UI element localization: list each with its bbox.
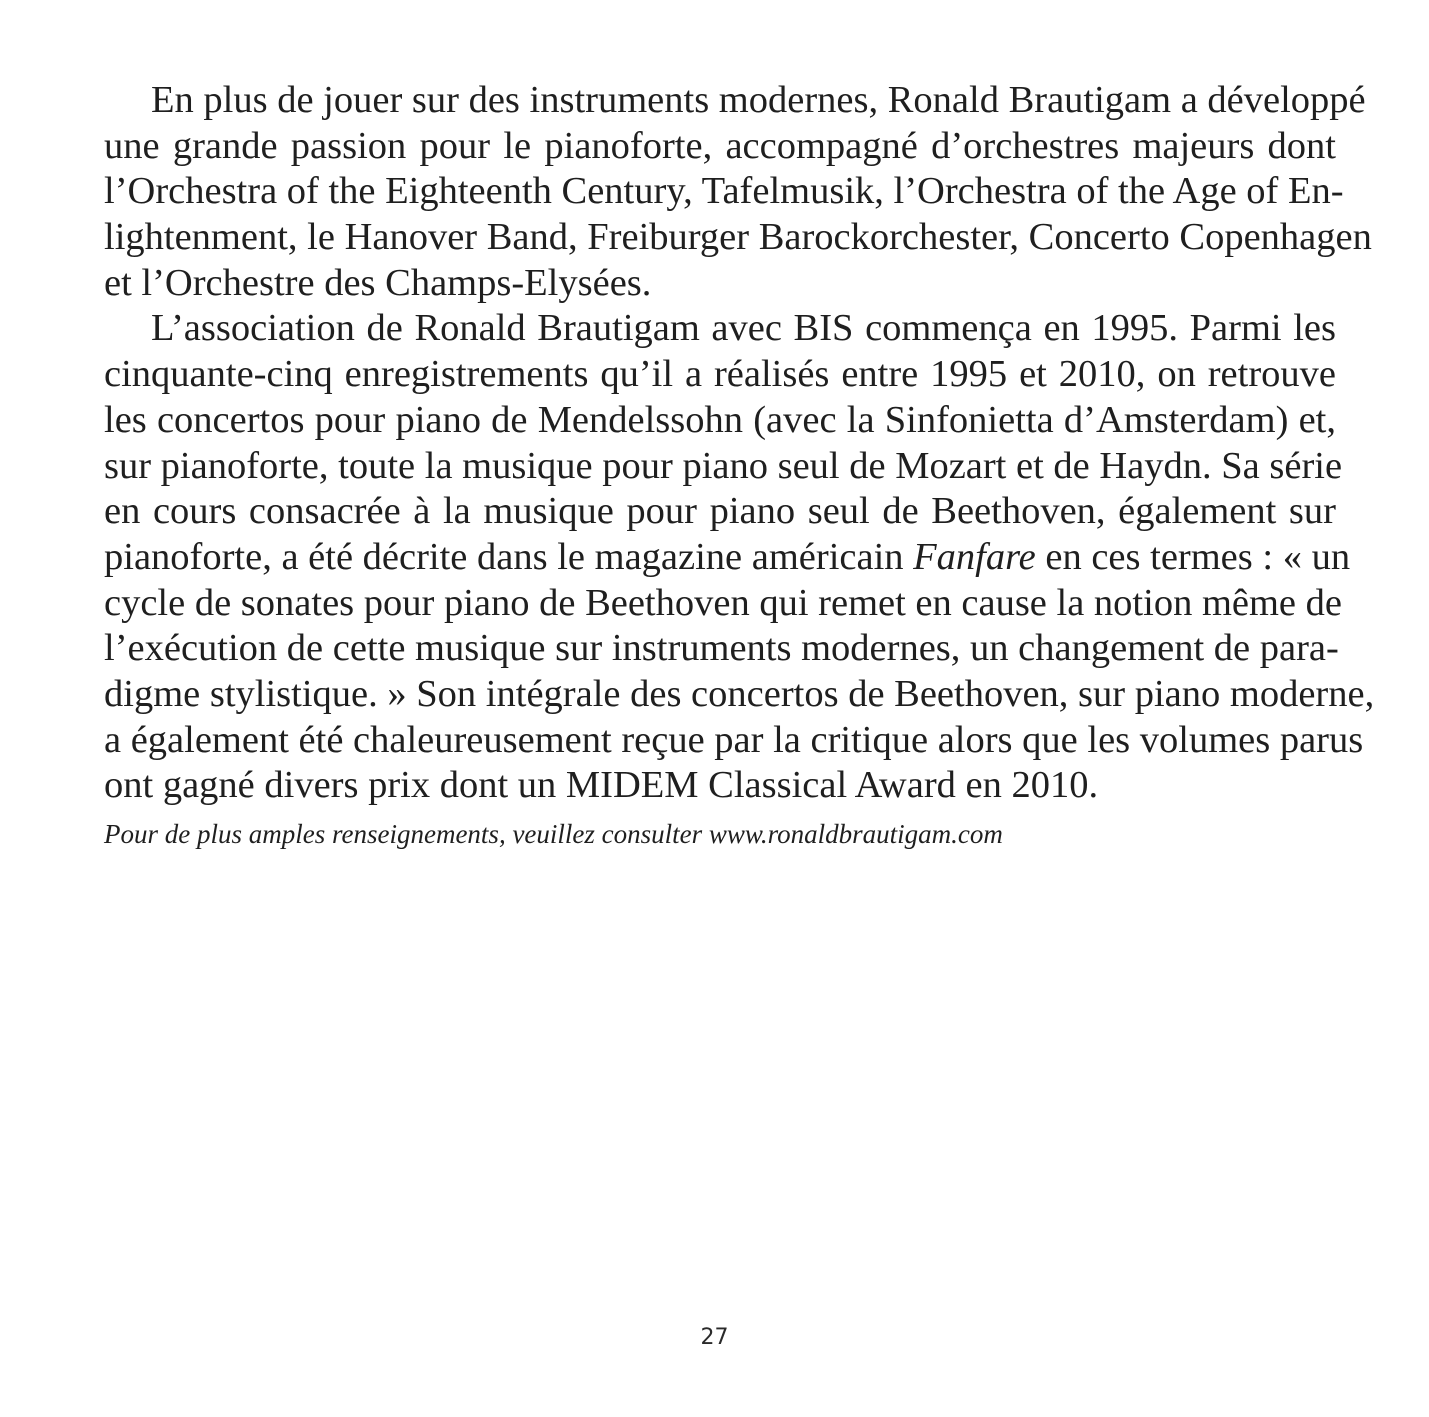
text-line: cycle de sonates pour piano de Beethoven qui remet en cause la notion même de: [104, 581, 1342, 624]
text-line: en cours consacrée à la musique pour piano seul de Beethoven, également sur: [104, 490, 1336, 533]
text-line: cinquante-cinq enregistrements qu’il a réalisés entre 1995 et 2010, on retrouve: [104, 353, 1336, 396]
website-note: Pour de plus amples renseignements, veuillez consulter www.ronaldbrautigam.com: [104, 819, 1003, 849]
text-line: digme stylistique. » Son intégrale des concertos de Beethoven, sur piano moderne,: [104, 672, 1375, 715]
text-line: a également été chaleureusement reçue par la critique alors que les volumes parus: [104, 718, 1364, 761]
text-line-fanfare: [104, 535, 1351, 581]
text-line: une grande passion pour le pianoforte, accompagné d’orchestres majeurs dont: [104, 124, 1336, 167]
magazine-title: Fanfare: [913, 535, 1036, 578]
text-line: l’Orchestra of the Eighteenth Century, Tafelmusik, l’Orchestra of the Age of En-: [104, 170, 1344, 213]
text-line: ont gagné divers prix dont un MIDEM Classical Award en 2010.: [104, 764, 1099, 807]
text-line: les concertos pour piano de Mendelssohn (avec la Sinfonietta d’Amsterdam) et,: [104, 398, 1336, 441]
text-segment: en ces termes : « un: [1035, 535, 1351, 578]
paragraph-bis-association: [104, 306, 1375, 809]
text-line: lightenment, le Hanover Band, Freiburger Barockorchester, Concerto Copenhagen: [104, 216, 1372, 259]
body-text: [104, 78, 1375, 809]
text-line: l’exécution de cette musique sur instruments modernes, un changement de para-: [104, 627, 1339, 670]
text-segment: pianoforte, a été décrite dans le magazine américain: [104, 535, 914, 578]
text-line: et l’Orchestre des Champs-Elysées.: [104, 261, 652, 304]
page-number: 27: [700, 1325, 729, 1350]
paragraph-pianoforte: [104, 78, 1372, 306]
text-line: En plus de jouer sur des instruments modernes, Ronald Brautigam a développé: [151, 79, 1366, 121]
text-line: L’association de Ronald Brautigam avec BIS commença en 1995. Parmi les: [151, 307, 1336, 350]
text-line: sur pianoforte, toute la musique pour piano seul de Mozart et de Haydn. Sa série: [104, 444, 1343, 487]
